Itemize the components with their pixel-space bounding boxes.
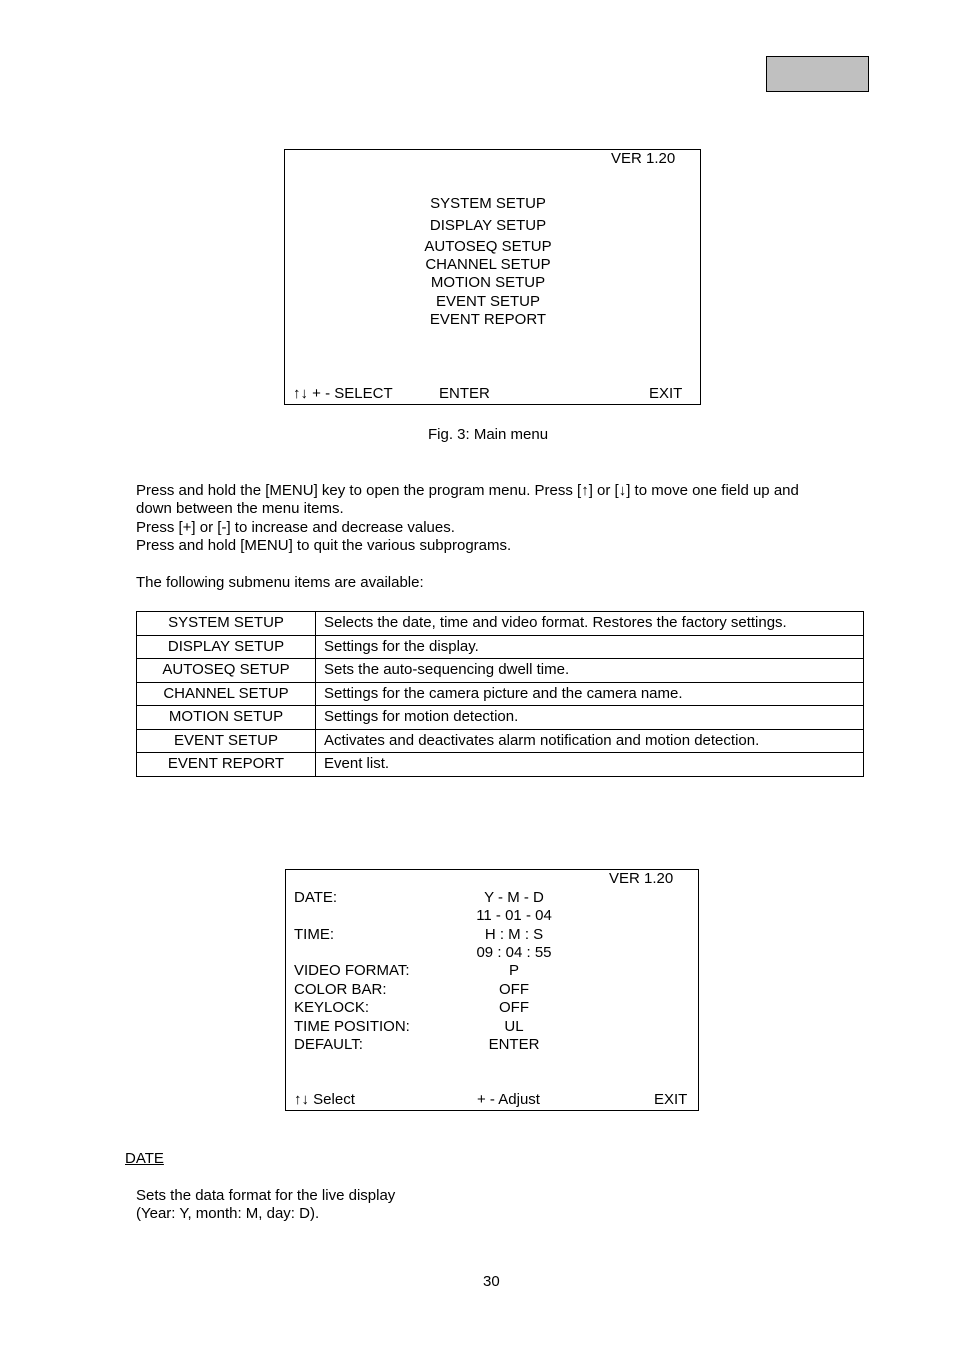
table-cell-description: Activates and deactivates alarm notification and motion detection. xyxy=(316,729,864,753)
table-row xyxy=(137,682,864,706)
video-format-value[interactable]: P xyxy=(508,962,519,979)
date-label: DATE: xyxy=(294,889,338,906)
table-row xyxy=(137,635,864,659)
time-format[interactable]: H : M : S xyxy=(484,926,544,943)
menu-footer-enter: ENTER xyxy=(439,385,490,402)
time-value[interactable]: 09 : 04 : 55 xyxy=(476,944,552,961)
table-row xyxy=(137,612,864,636)
menu-item-autoseq-setup[interactable]: AUTOSEQ SETUP xyxy=(424,238,552,255)
date-description-line-2: (Year: Y, month: M, day: D). xyxy=(136,1205,320,1222)
keylock-label: KEYLOCK: xyxy=(294,999,370,1016)
table-cell-item: MOTION SETUP xyxy=(137,706,316,730)
default-label: DEFAULT: xyxy=(294,1036,363,1053)
time-position-value[interactable]: UL xyxy=(504,1018,524,1035)
table-cell-description: Settings for the camera picture and the camera name. xyxy=(316,682,864,706)
keylock-value[interactable]: OFF xyxy=(499,999,529,1016)
table-cell-item: DISPLAY SETUP xyxy=(137,635,316,659)
page-number: 30 xyxy=(483,1273,500,1290)
table-row xyxy=(137,706,864,730)
setup-footer-select: ↑↓ Select xyxy=(294,1091,355,1108)
menu-item-system-setup[interactable]: SYSTEM SETUP xyxy=(430,195,546,212)
setup-footer-adjust: + - Adjust xyxy=(477,1091,540,1108)
menu-item-display-setup[interactable]: DISPLAY SETUP xyxy=(429,217,547,234)
setup-version: VER 1.20 xyxy=(609,870,674,887)
date-heading: DATE xyxy=(125,1150,164,1167)
instruction-line-2: down between the menu items. xyxy=(136,500,344,517)
table-row xyxy=(137,659,864,683)
table-cell-item: EVENT SETUP xyxy=(137,729,316,753)
video-format-label: VIDEO FORMAT: xyxy=(294,962,410,979)
table-cell-item: CHANNEL SETUP xyxy=(137,682,316,706)
setup-footer-exit: EXIT xyxy=(654,1091,688,1108)
table-cell-description: Sets the auto-sequencing dwell time. xyxy=(316,659,864,683)
table-cell-description: Event list. xyxy=(316,753,864,777)
color-bar-value[interactable]: OFF xyxy=(499,981,529,998)
date-format[interactable]: Y - M - D xyxy=(484,889,544,906)
table-row xyxy=(137,729,864,753)
submenu-intro: The following submenu items are available: xyxy=(136,574,424,591)
table-row xyxy=(137,753,864,777)
table-cell-description: Selects the date, time and video format. Restores the factory settings. xyxy=(316,612,864,636)
menu-footer-select: ↑↓ + - SELECT xyxy=(293,385,393,402)
color-bar-label: COLOR BAR: xyxy=(294,981,387,998)
menu-item-event-setup[interactable]: EVENT SETUP xyxy=(436,293,540,310)
table-cell-item: SYSTEM SETUP xyxy=(137,612,316,636)
submenu-table xyxy=(136,611,864,777)
menu-item-event-report[interactable]: EVENT REPORT xyxy=(429,311,547,328)
date-value[interactable]: 11 - 01 - 04 xyxy=(476,907,552,924)
time-position-label: TIME POSITION: xyxy=(294,1018,410,1035)
system-setup-screen xyxy=(285,869,699,1111)
main-menu-screen xyxy=(284,149,701,405)
chapter-tab-box xyxy=(766,56,869,92)
instruction-line-1: Press and hold the [MENU] key to open the program menu. Press [↑] or [↓] to move one field up and xyxy=(136,482,799,499)
date-description-line-1: Sets the data format for the live display xyxy=(136,1187,396,1204)
table-cell-item: EVENT REPORT xyxy=(137,753,316,777)
menu-footer-exit: EXIT xyxy=(649,385,683,402)
default-value[interactable]: ENTER xyxy=(488,1036,540,1053)
menu-version: VER 1.20 xyxy=(611,150,676,167)
table-cell-item: AUTOSEQ SETUP xyxy=(137,659,316,683)
table-cell-description: Settings for motion detection. xyxy=(316,706,864,730)
instruction-line-3: Press [+] or [-] to increase and decrease values. xyxy=(136,519,455,536)
table-cell-description: Settings for the display. xyxy=(316,635,864,659)
menu-item-channel-setup[interactable]: CHANNEL SETUP xyxy=(425,256,551,273)
figure-caption: Fig. 3: Main menu xyxy=(428,426,549,443)
instruction-line-4: Press and hold [MENU] to quit the various subprograms. xyxy=(136,537,512,554)
menu-item-motion-setup[interactable]: MOTION SETUP xyxy=(430,274,546,291)
time-label: TIME: xyxy=(294,926,334,943)
